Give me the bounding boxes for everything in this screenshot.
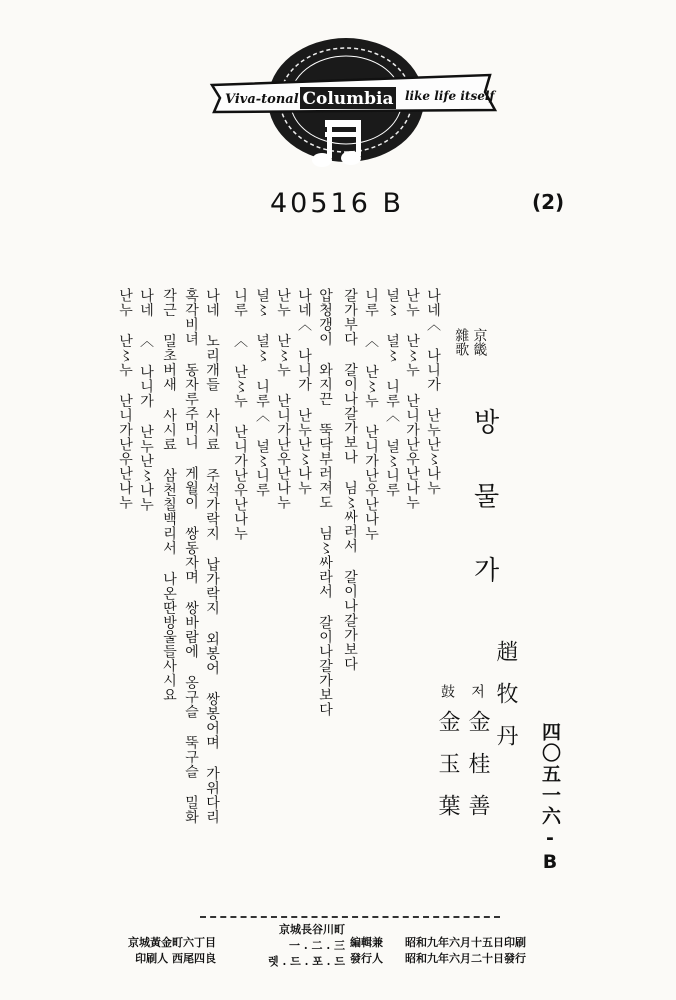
editor-label: 編輯兼: [350, 936, 383, 949]
side-number: (2): [532, 190, 565, 214]
colophon-editor: [350, 935, 383, 967]
printer-name: 印刷人 西尾四良: [135, 951, 216, 965]
banner-right-text: like life itself: [405, 89, 495, 103]
catalog-number: 40516 B: [270, 188, 404, 219]
record-number: 四〇五一六-B: [539, 722, 561, 875]
lyric-line: 혹각비녀 동자루주머니 게월이 쌍동자며 쌍바람에 옹구슬 뚝구슬 밀화: [183, 288, 199, 824]
song-title: 방물가: [469, 408, 499, 630]
publish-date: 昭和九年六月二十日發行: [405, 951, 526, 965]
performer-3: 金玉葉: [435, 710, 460, 836]
lyric-line: 나네 노리개들 사시료 주석가락지 납가락지 외봉어 쌍봉어며 가위다리: [204, 288, 220, 824]
brand-name: Columbia: [302, 89, 394, 109]
lyric-line: 널〻 널〻 니루〈 널〻니루: [254, 288, 270, 497]
lyric-line: 니루 〈 난〻누 난니가난우난나누: [363, 288, 379, 541]
colophon-dates: [405, 935, 526, 967]
colophon-publisher: [268, 922, 345, 970]
banner-left-text: Viva-tonal: [225, 92, 299, 107]
lyric-line: 난누 난〻누 난니가난우난나누: [117, 288, 133, 510]
lyric-line: 나네〈 나니가 난누난〻나누: [296, 288, 312, 495]
lyric-line: 널〻 널〻 니루〈 널〻니루: [384, 288, 400, 497]
printer-address: 京城黃金町六丁目: [128, 936, 216, 949]
genre-label: [452, 328, 488, 356]
lyric-line: 난누 난〻누 난니가난우난나누: [404, 288, 420, 510]
colophon-divider: [200, 916, 500, 918]
publisher-address: 京城長谷川町: [278, 923, 345, 936]
performer-1: 趙牧丹: [493, 640, 518, 766]
genre-line-2: 雜歌: [453, 328, 470, 356]
genre-line-1: 京畿: [471, 328, 488, 356]
publisher-label: 發行人: [350, 951, 383, 965]
publisher-name: 렛 . 드 . 포 . 드: [268, 954, 345, 968]
performer-2-role: 저: [469, 684, 485, 698]
publisher-name-line: 一 . 二 . 三: [289, 938, 345, 952]
lyric-line: 니루 〈 난〻누 난니가난우난나누: [232, 288, 248, 541]
performer-3-role: 鼓: [439, 684, 455, 698]
colophon-printer: [128, 935, 216, 967]
lyric-line: 압청갱이 와지끈 뚝닥부러져도 님〻싸라서 갈이나갈가보다: [317, 288, 333, 717]
print-date: 昭和九年六月十五日印刷: [405, 936, 526, 949]
lyric-line: 나네〈 나니가 난누난〻나누: [425, 288, 441, 495]
lyric-line: 난누 난〻누 난니가난우난나누: [275, 288, 291, 510]
columbia-logo: [200, 30, 580, 190]
lyric-line: 각근 밀초버새 사시료 삼천칠백리서 나온딴방울들사시요: [161, 288, 177, 702]
performer-2: 金桂善: [465, 710, 490, 836]
lyric-line: 갈가부다 갈이나갈가보나 님〻싸러서 갈이나갈가보다: [342, 288, 358, 671]
lyric-line: 나네 〈 나니가 난누난〻나누: [138, 288, 154, 512]
